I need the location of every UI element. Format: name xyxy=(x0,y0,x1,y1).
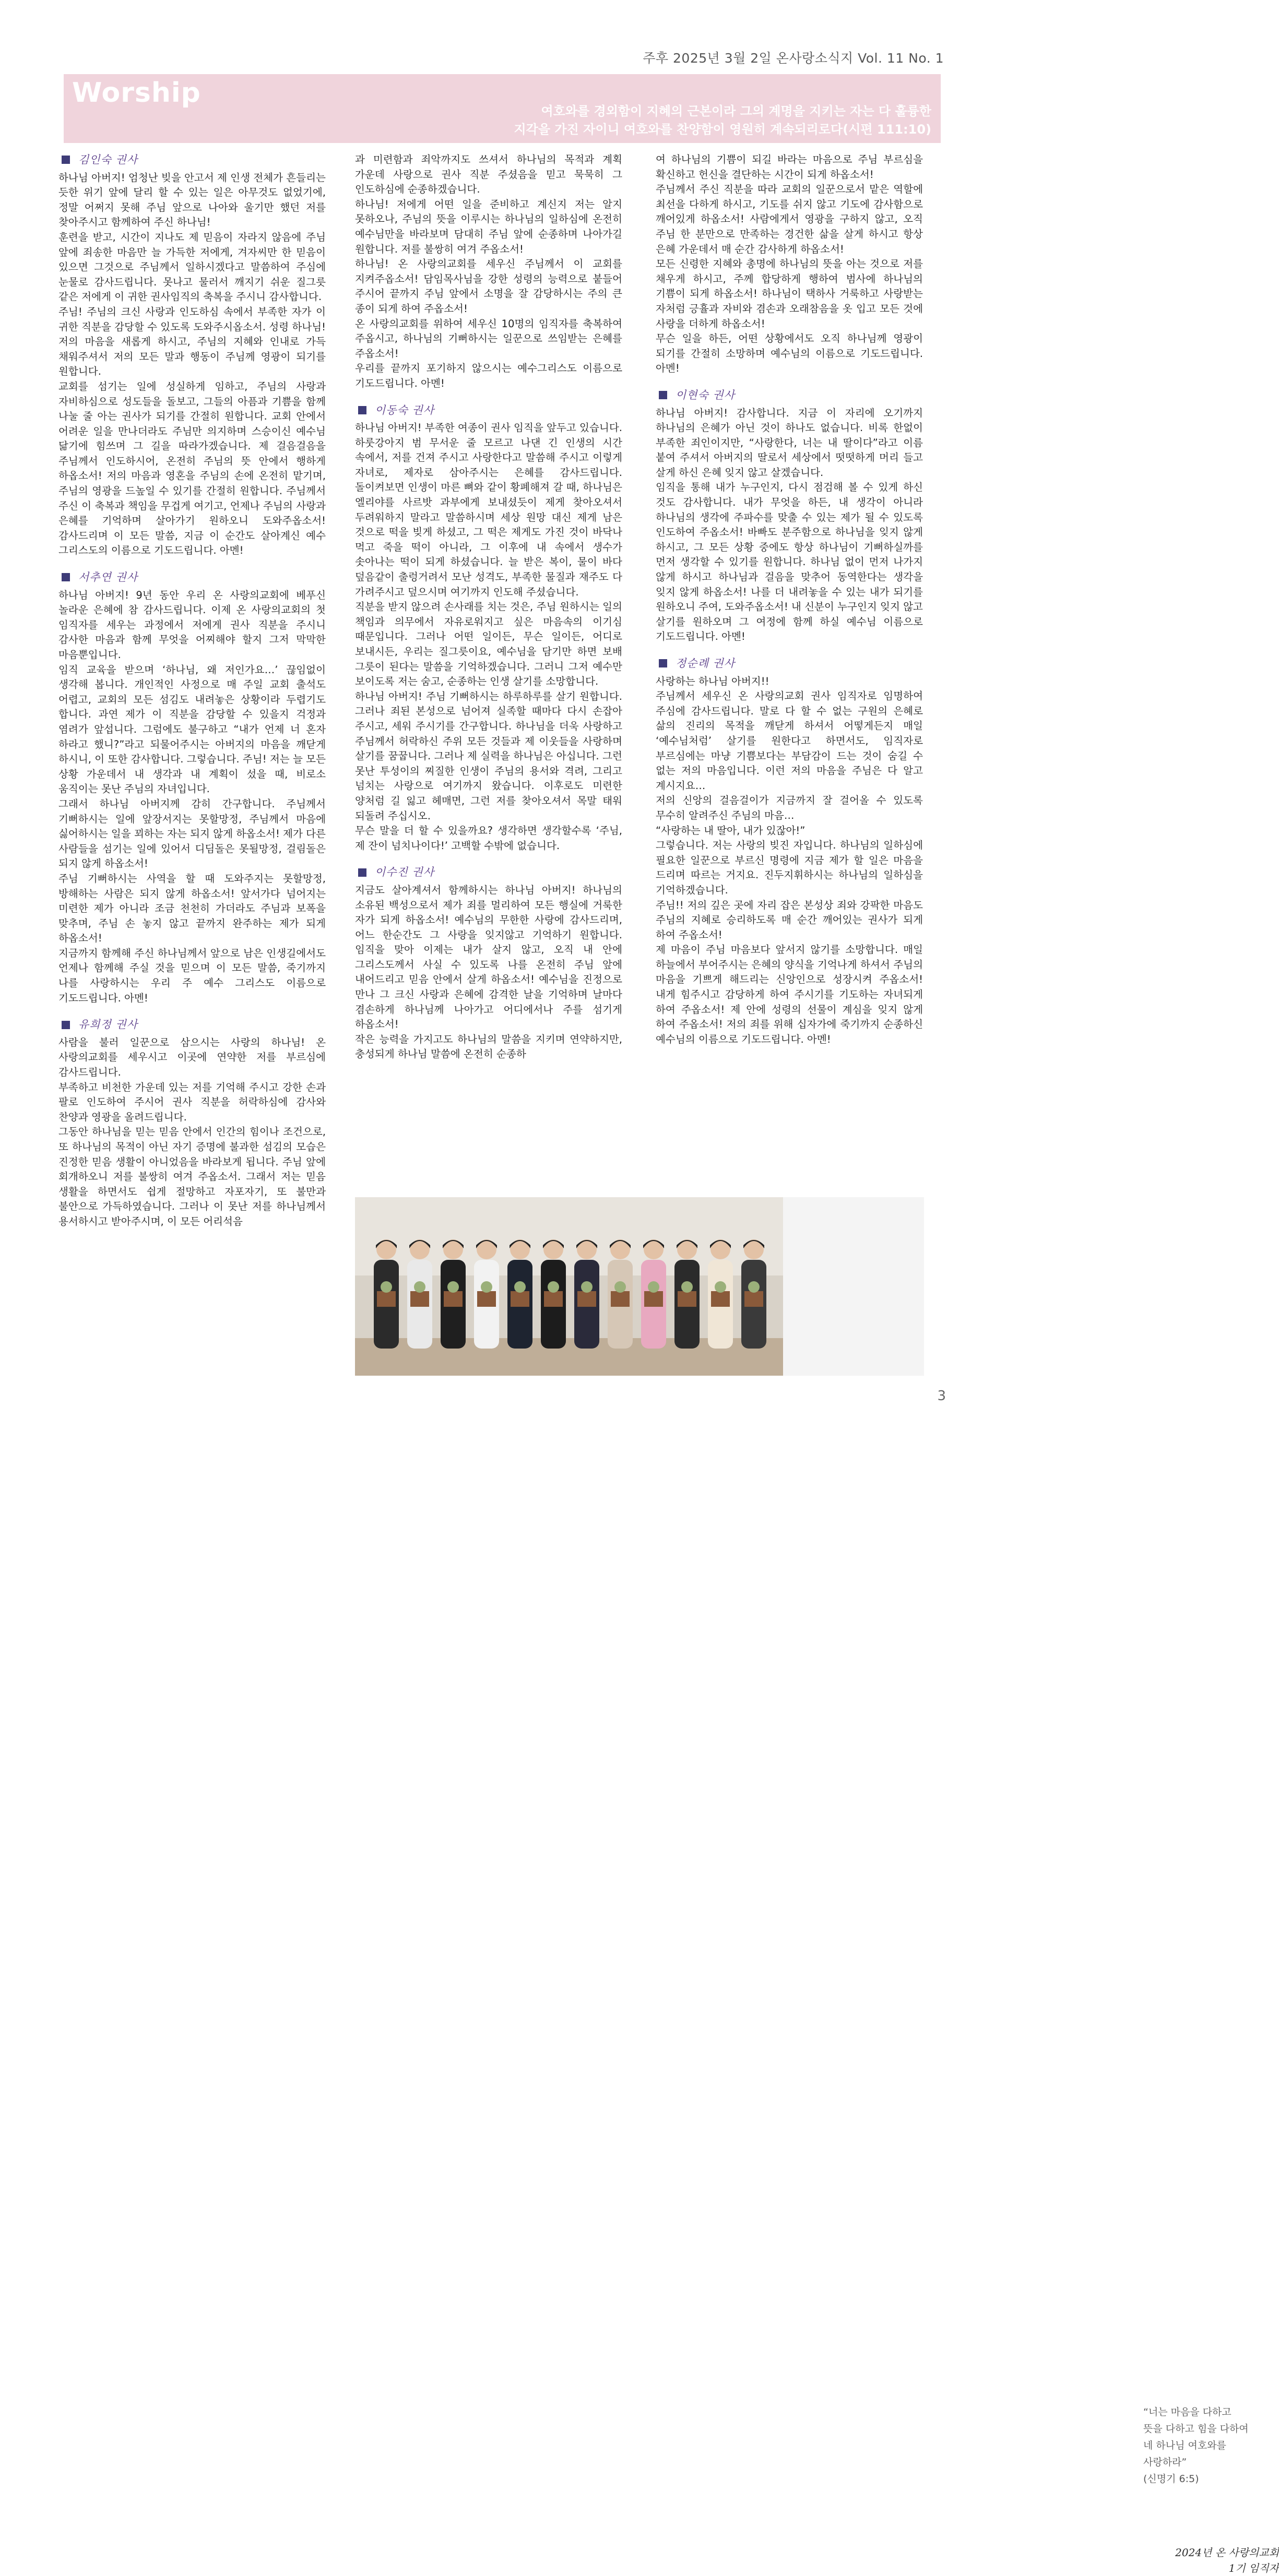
group-photo-illustration xyxy=(355,1197,783,1376)
prayer-section xyxy=(58,1017,326,1229)
gift-box xyxy=(678,1291,696,1307)
banner-title: Worship xyxy=(72,77,201,109)
banner-verse xyxy=(514,102,932,139)
flower-bouquet xyxy=(414,1281,425,1293)
gift-box xyxy=(444,1291,463,1307)
prayer-text: 하나님 아버지! 감사합니다. 지금 이 자리에 오기까지 하나님의 은혜가 아닌 것이 하나도 없습니다. 비록 한없이 부족한 죄인이지만, “사랑한다, 너는 내 딸이다”라고 이름 붙여 주셔서 아버지의 딸로서 세상에서 떳떳하게 머리 들고 살게 하신 은혜 잊지 않고 살겠습니다. 임직을 통해 내가 누구인지, 다시 점검해 볼 수 있게 하신 것도 감사합니다. 내가 무엇을 하든, 내 생각이 아니라 하나님의 생각에 주파수를 맞출 수 있는 제가 될 수 있도록 인도하여 주옵소서! 바빠도 분주함으로 하나님을 잊지 않게 하시고, 그 모든 상황 중에도 항상 하나님이 기뻐하실까를 먼저 생각할 수 있기를 원합니다. 하나님 없이 먼저 나가지 않게 하시고 하나님과 걸음을 맞추어 동역한다는 생각을 잊지 않게 하옵소서! 나를 더 내려놓을 수 있는 내가 되기를 원하오니 주여, 도와주옵소서! 내 신분이 누구인지 잊지 않고 살기를 원하오며 그 여정에 함께 하실 예수님 이름으로 기도드립니다. 아멘! xyxy=(656,407,923,643)
flower-bouquet xyxy=(581,1281,593,1293)
author-name: 이수진 권사 xyxy=(375,866,435,879)
author-name: 서추연 권사 xyxy=(78,571,138,584)
verse-line-1: 여호와를 경외함이 지혜의 근본이라 그의 계명을 지키는 자는 다 훌륭한 xyxy=(541,104,931,118)
square-bullet-icon xyxy=(358,406,366,414)
section-heading xyxy=(659,388,923,403)
prayer-text: 하나님 아버지! 엄청난 빚을 안고서 제 인생 전체가 흔들리는 듯한 위기 앞에 달리 할 수 있는 일은 아무것도 없었기에, 정말 어쩌지 못해 주님 앞으로 나아와 울기만 했던 저를 찾아주시고 함께하여 주신 하나님! 훈련을 받고, 시간이 지나도 제 믿음이 자라지 않음에 주님 앞에 죄송한 마음만 늘 가득한 저에게, 겨자씨만 한 믿음이 있으면 그것으로 주님께서 일하시겠다고 말씀하여 주심에 눈물로 감사드립니다. 못나고 물러서 깨지기 쉬운 질그릇 같은 저에게 이 귀한 권사임직의 축복을 주시니 감사합니다. 주님! 주님의 크신 사랑과 인도하심 속에서 부족한 자가 이 귀한 직분을 감당할 수 있도록 도와주시옵소서. 성령 하나님! 저의 마음을 새롭게 하시고, 주님의 지혜와 인내로 가득 채워주셔서 저의 모든 말과 행동이 주님께 영광이 되기를 원합니다. 교회를 섬기는 일에 성실하게 임하고, 주님의 사랑과 자비하심으로 성도들을 돌보고, 그들의 아픔과 기쁨을 함께 나눌 줄 아는 권사가 되기를 간절히 원합니다. 교회 안에서 어려운 일을 만나더라도 주님만 의지하며 스승이신 예수님 닮기에 힘쓰며 그 길을 따라가겠습니다. 제 걸음걸음을 주님께서 인도하시어, 온전히 주님의 뜻 안에서 행하게 하옵소서! 저의 마음과 영혼을 주님의 손에 온전히 맡기며, 주님의 영광을 드높일 수 있기를 간절히 원합니다. 주님께서 주신 이 축복과 책임을 무겁게 여기고, 언제나 주님의 사랑과 은혜를 기억하며 살아가기 원하오니 도와주옵소서! 감사드리며 이 모든 말씀, 지금 이 순간도 살아계신 예수 그리스도의 이름으로 기도드립니다. 아멘! xyxy=(58,171,326,557)
section-heading xyxy=(659,656,923,671)
column-1 xyxy=(58,152,326,1241)
gift-box xyxy=(511,1291,529,1307)
prayer-text: 지금도 살아계셔서 함께하시는 하나님 아버지! 하나님의 소유된 백성으로서 제가 죄를 멀리하여 모든 행실에 거룩한 자가 되게 하옵소서! 예수님의 무한한 사랑에 감사드리며, 어느 한순간도 그 사랑을 잊지않고 기억하기 원합니다. 임직을 맞아 이제는 내가 살지 않고, 오직 내 안에 그리스도께서 사실 수 있도록 나를 온전히 주님 앞에 내어드리고 믿음 안에서 살게 하옵소서! 예수님을 진정으로 만나 그 크신 사랑과 은혜에 감격한 날을 기억하며 날마다 겸손하게 하나님께 나아가고 어디에서나 주를 섬기게 하옵소서! 작은 능력을 가지고도 하나님의 말씀을 지키며 연약하지만, 충성되게 하나님 말씀에 온전히 순종하 xyxy=(355,884,622,1060)
gift-box xyxy=(711,1291,730,1307)
prayer-section xyxy=(656,388,923,645)
caption-line: 2024년 온 사랑의교회 xyxy=(1175,2546,1279,2559)
section-heading xyxy=(358,865,622,880)
square-bullet-icon xyxy=(659,391,667,399)
photo-caption xyxy=(1159,2545,1279,2576)
prayer-section xyxy=(656,656,923,1047)
flower-bouquet xyxy=(614,1281,626,1293)
caption-line: 1기 임직자 xyxy=(1228,2562,1279,2574)
group-photo xyxy=(355,1197,783,1376)
gift-box xyxy=(477,1291,496,1307)
section-heading xyxy=(358,403,622,418)
prayer-section xyxy=(355,865,622,1062)
page-header xyxy=(0,0,1002,68)
flower-bouquet xyxy=(681,1281,693,1293)
flower-bouquet xyxy=(514,1281,526,1293)
column-2 xyxy=(355,152,622,1074)
worship-banner xyxy=(64,74,941,143)
quote-line: (신명기 6:5) xyxy=(1143,2473,1199,2485)
square-bullet-icon xyxy=(62,1021,70,1029)
prayer-section xyxy=(58,570,326,1006)
quote-line: 네 하나님 여호와를 xyxy=(1143,2440,1226,2451)
flower-bouquet xyxy=(548,1281,559,1293)
section-heading xyxy=(62,152,326,168)
section-heading xyxy=(62,1017,326,1032)
square-bullet-icon xyxy=(358,868,366,877)
quote-line: “너는 마음을 다하고 xyxy=(1143,2406,1231,2418)
prayer-text: 사랑하는 하나님 아버지!! 주님께서 세우신 온 사랑의교회 권사 임직자로 임명하여 주심에 감사드립니다. 말로 다 할 수 없는 구원의 은혜로 삶의 진리의 목적을 깨닫게 하셔서 어떻게든지 매일 ‘예수님처럼’ 살기를 원한다고 하면서도, 임직자로 부르심에는 마냥 기쁨보다는 부담감이 드는 것이 숨길 수 없는 저의 마음입니다. 이런 저의 마음을 주님은 다 알고 계시지요… 저의 신앙의 걸음걸이가 지금까지 잘 걸어올 수 있도록 무수히 알려주신 주님의 마음… “사랑하는 내 딸아, 내가 있잖아!” 그렇습니다. 저는 사랑의 빚진 자입니다. 하나님의 일하심에 필요한 일꾼으로 부르신 명령에 지금 제가 할 일은 마음을 드리며 따르는 거지요. 진두지휘하시는 하나님의 일하심을 기억하겠습니다. 주님!! 저의 깊은 곳에 자리 잡은 본성상 죄와 강팍한 마음도 주님의 지혜로 승리하도록 매 순간 깨어있는 권사가 되게 하여 주옵소서! 제 마음이 주님 마음보다 앞서지 않기를 소망합니다. 매일 하늘에서 부어주시는 은혜의 양식을 기억나게 하셔서 주님의 마음을 기쁘게 해드리는 신앙인으로 성장시켜 주옵소서! 내게 힘주시고 감당하게 하여 주시기를 기도하는 자녀되게 하여 주옵소서! 제 안에 성령의 선물이 계심을 잊지 않게 하여 주옵소서! 저의 죄를 위해 십자가에 죽기까지 순종하신 예수님의 이름으로 기도드립니다. 아멘! xyxy=(656,675,923,1045)
flower-bouquet xyxy=(748,1281,760,1293)
gift-box xyxy=(611,1291,630,1307)
verse-line-2: 지각을 가진 자이니 여호와를 찬양함이 영원히 계속되리로다(시편 111:10) xyxy=(514,122,931,137)
prayer-section xyxy=(656,152,923,376)
gift-box xyxy=(410,1291,429,1307)
page-number: 3 xyxy=(937,1388,946,1404)
square-bullet-icon xyxy=(62,573,70,581)
flower-bouquet xyxy=(715,1281,726,1293)
quote-line: 뜻을 다하고 힘을 다하여 xyxy=(1143,2423,1249,2435)
author-name: 이현숙 권사 xyxy=(676,388,736,401)
flower-bouquet xyxy=(381,1281,392,1293)
flower-bouquet xyxy=(481,1281,492,1293)
prayer-section xyxy=(58,152,326,558)
gift-box xyxy=(544,1291,563,1307)
prayer-text: 하나님 아버지! 9년 동안 우리 온 사랑의교회에 베푸신 놀라운 은혜에 참 감사드립니다. 이제 온 사랑의교회의 첫 임직자를 세우는 과정에서 저에게 권사 직분을 주시니 감사한 마음과 함께 무엇을 어찌해야 할지 그저 막막한 마음뿐입니다. 임직 교육을 받으며 ‘하나님, 왜 저인가요…’ 끊임없이 생각해 봅니다. 개인적인 사정으로 매 주일 교회 출석도 어렵고, 교회의 모든 섬김도 내려놓은 상황이라 두렵기도 합니다. 과연 제가 이 직분을 감당할 수 있을지 걱정과 염려가 앞섭니다. 그럼에도 불구하고 “내가 언제 너 혼자 하라고 했니?”라고 되물어주시는 아버지의 마음을 깨닫게 하시니, 이 또한 감사합니다. 그렇습니다. 주님! 저는 늘 모든 상황 가운데서 내 생각과 내 계획이 섰을 때, 비로소 움직이는 못난 주님의 자녀입니다. 그래서 하나님 아버지께 감히 간구합니다. 주님께서 기뻐하시는 일에 앞장서지는 못할망정, 주님께서 마음에 싫어하시는 일을 꾀하는 자는 되지 않게 하옵소서! 제가 다른 사람들을 섬기는 일에 있어서 디딤돌은 못될망정, 걸림돌은 되지 않게 하옵소서! 주님 기뻐하시는 사역을 할 때 도와주지는 못할망정, 방해하는 사람은 되지 않게 하옵소서! 앞서가다 넘어지는 미련한 제가 아니라 조금 천천히 가더라도 주님과 보폭을 맞추며, 주님 손 놓지 않고 끝까지 완주하는 제가 되게 하옵소서! 지금까지 함께해 주신 하나님께서 앞으로 남은 인생길에서도 언제나 함께해 주실 것을 믿으며 이 모든 말씀, 죽기까지 나를 사랑하시는 우리 주 예수 그리스도 이름으로 기도드립니다. 아멘! xyxy=(58,589,326,1004)
photo-panel xyxy=(355,1197,1279,2574)
prayer-section xyxy=(355,152,622,391)
gift-box xyxy=(644,1291,663,1307)
flower-bouquet xyxy=(648,1281,659,1293)
square-bullet-icon xyxy=(659,659,667,667)
flower-bouquet xyxy=(447,1281,459,1293)
square-bullet-icon xyxy=(62,156,70,164)
author-name: 유희정 권사 xyxy=(78,1018,138,1031)
prayer-text: 사람을 불러 일꾼으로 삼으시는 사랑의 하나님! 온 사랑의교회를 세우시고 이곳에 연약한 저를 부르심에 감사드립니다. 부족하고 비천한 가운데 있는 저를 기억해 주시고 강한 손과 팔로 인도하여 주시어 권사 직분을 허락하심에 감사와 찬양과 영광을 올려드립니다. 그동안 하나님을 믿는 믿음 안에서 인간의 힘이나 조건으로, 또 하나님의 목적이 아닌 자기 증명에 불과한 섬김의 모습은 진정한 믿음 생활이 아니었음을 바라보게 됩니다. 주님 앞에 회개하오니 저를 불쌍히 여겨 주옵소서. 그래서 저는 믿음 생활을 하면서도 쉽게 절망하고 자포자기, 또 불만과 불안으로 가득하였습니다. 그러나 이 못난 저를 하나님께서 용서하시고 받아주시며, 이 모든 어리석음 xyxy=(58,1036,326,1227)
gift-box xyxy=(744,1291,763,1307)
quote-line: 사랑하라” xyxy=(1143,2456,1187,2468)
prayer-text: 여 하나님의 기쁨이 되길 바라는 마음으로 주님 부르심을 확신하고 헌신을 결단하는 시간이 되게 하옵소서! 주님께서 주신 직분을 따라 교회의 일꾼으로서 맡은 역할에 최선을 다하게 하시고, 기도를 쉬지 않고 기도에 감사함으로 깨어있게 하옵소서! 사람에게서 영광을 구하지 않고, 오직 주님 한 분만으로 만족하는 경건한 삶을 살게 하시고 항상 은혜 가운데서 매 순간 감사하게 하옵소서! 모든 신령한 지혜와 총명에 하나님의 뜻을 아는 것으로 저를 채우게 하시고, 주께 합당하게 행하여 범사에 하나님의 기쁨이 되게 하옵소서! 하나님이 택하사 거룩하고 사랑받는 자처럼 긍휼과 자비와 겸손과 오래참음을 옷 입고 모든 것에 사랑을 더하게 하옵소서! 무슨 일을 하든, 어떤 상황에서도 오직 하나님께 영광이 되기를 간절히 소망하며 예수님의 이름으로 기도드립니다. 아멘! xyxy=(656,153,923,375)
gift-box xyxy=(577,1291,596,1307)
column-3 xyxy=(656,152,923,1058)
section-heading xyxy=(62,570,326,585)
author-name: 이동숙 권사 xyxy=(375,403,435,416)
author-name: 정순례 권사 xyxy=(676,657,736,670)
gift-box xyxy=(377,1291,396,1307)
prayer-text: 하나님 아버지! 부족한 여종이 권사 임직을 앞두고 있습니다. 하룻강아지 범 무서운 줄 모르고 나댄 긴 인생의 시간 속에서, 저를 건져 주시고 사랑한다고 말씀해 주시고 이렇게 자녀로, 제자로 삼아주시는 은혜를 감사드립니다. 돌이켜보면 인생이 마른 뼈와 같이 황폐해져 갈 때, 하나님은 엘리야를 사르밧 과부에게 보내셨듯이 제게 찾아오셔서 두려워하지 말라고 말씀하시며 세상 원망 대신 제게 남은 것으로 떡을 빚게 하셨고, 그 떡은 제게도 가진 것이 바닥나 먹고 죽을 떡이 아니라, 그 이후에 내 속에서 생수가 솟아나는 떡이 되게 하셨습니다. 늘 받은 복이, 물이 바다 덮음같이 출렁거려서 모난 성격도, 부족한 물질과 재주도 다 가려주시고 덮으시며 여기까지 인도해 주셨습니다. 직분을 받지 않으려 손사래를 치는 것은, 주님 원하시는 일의 책임과 의무에서 자유로워지고 싶은 마음속의 이기심 때문입니다. 그러나 어떤 일이든, 무슨 일이든, 어디로 보내시든, 우리는 질그릇이요, 예수님을 담기만 하면 보배 그릇이 된다는 말씀을 기억하겠습니다. 그러니 그저 예수만 보이도록 저는 숨고, 순종하는 인생 살기를 소망합니다. 하나님 아버지! 주님 기뻐하시는 하루하루를 살기 원합니다. 그러나 죄된 본성으로 넘어져 실족할 때마다 다시 손잡아 주시고, 세워 주시기를 간구합니다. 하나님을 더욱 사랑하고 주님께서 허락하신 주위 모든 것들과 제 이웃들을 사랑하며 살기를 꿈꿉니다. 그러나 제 실력을 하나님은 아십니다. 그런 못난 투성이의 찌질한 인생이 주님의 용서와 격려, 그리고 넘치는 사랑으로 여기까지 왔습니다. 이후로도 미련한 양처럼 길 잃고 헤매면, 그런 저를 찾아오셔서 목말 태워 되돌려 주십시오. 무슨 말을 더 할 수 있을까요? 생각하면 생각할수록 ‘주님, 제 잔이 넘치나이다!’ 고백할 수밖에 없습니다. xyxy=(355,422,622,852)
prayer-section xyxy=(355,403,622,854)
photo-quote xyxy=(1143,2404,1269,2487)
author-name: 김인숙 권사 xyxy=(78,153,138,166)
prayer-text: 과 미련함과 죄악까지도 쓰셔서 하나님의 목적과 계획 가운데 사랑으로 권사 직분 주셨음을 믿고 묵묵히 그 인도하심에 순종하겠습니다. 하나님! 저에게 어떤 일을 준비하고 계신지 저는 알지 못하오나, 주님의 뜻을 이루시는 하나님의 일하심에 온전히 예수님만을 바라보며 담대히 주님 앞에 순종하며 나아가길 원합니다. 저를 불쌍히 여겨 주옵소서! 하나님! 온 사랑의교회를 세우신 주님께서 이 교회를 지켜주옵소서! 담임목사님을 강한 성령의 능력으로 붙들어 주시어 끝까지 주님 앞에서 소명을 잘 감당하시는 주의 큰 종이 되게 하여 주옵소서! 온 사랑의교회를 위하여 세우신 10명의 임직자를 축복하여 주옵시고, 하나님의 기뻐하시는 일꾼으로 쓰임받는 은혜를 주옵소서! 우리를 끝까지 포기하지 않으시는 예수그리스도 이름으로 기도드립니다. 아멘! xyxy=(355,153,622,389)
issue-info: 주후 2025년 3월 2일 온사랑소식지 Vol. 11 No. 1 xyxy=(643,51,944,66)
